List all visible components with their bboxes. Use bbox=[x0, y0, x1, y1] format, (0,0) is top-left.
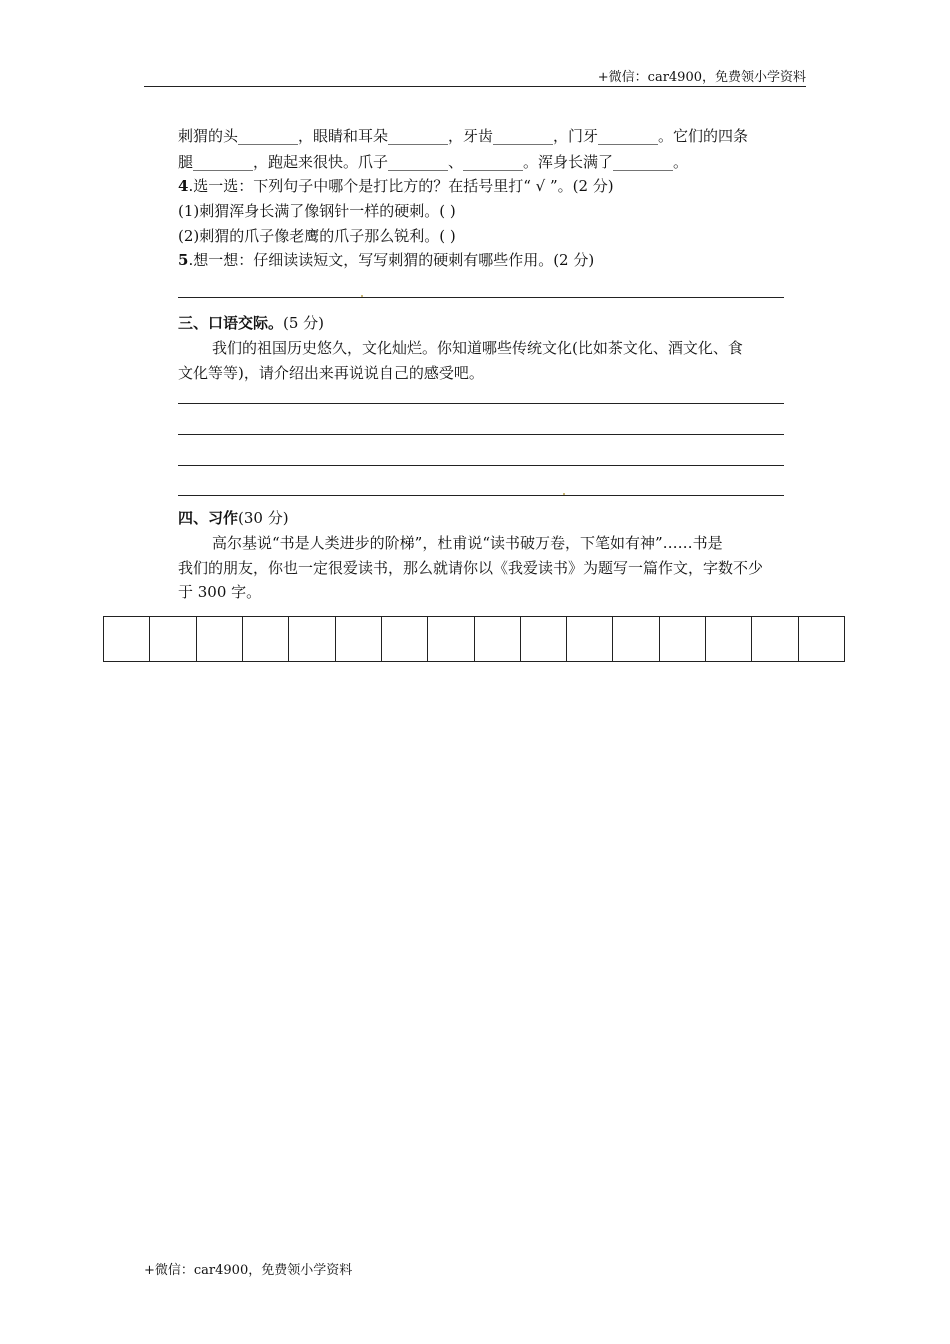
section-4-title: 四、习作 bbox=[178, 509, 239, 527]
question-4-prompt: .选一选：下列句子中哪个是打比方的？在括号里打“ √ ”。(2 分) bbox=[188, 177, 614, 195]
question-4-option-2: (2)刺猬的爪子像老鹰的爪子那么锐利。( ) bbox=[178, 227, 456, 245]
answer-line-s3-3[interactable] bbox=[178, 465, 784, 466]
answer-line-s3-2[interactable] bbox=[178, 434, 784, 435]
question-4-number: 4 bbox=[178, 177, 189, 195]
section-3-score: (5 分) bbox=[283, 314, 325, 332]
writing-grid-cell[interactable] bbox=[475, 617, 521, 661]
scan-speck bbox=[361, 295, 363, 297]
writing-grid-cell[interactable] bbox=[336, 617, 382, 661]
writing-grid-cell[interactable] bbox=[567, 617, 613, 661]
writing-grid-cell[interactable] bbox=[289, 617, 335, 661]
section-3-paragraph-line-2: 文化等等)，请介绍出来再说说自己的感受吧。 bbox=[178, 364, 484, 382]
question-4 bbox=[178, 176, 614, 196]
writing-grid-cell[interactable] bbox=[104, 617, 150, 661]
writing-grid-cell[interactable] bbox=[150, 617, 196, 661]
answer-line-s3-4[interactable] bbox=[178, 495, 784, 496]
writing-grid-cell[interactable] bbox=[799, 617, 844, 661]
section-3-paragraph-line-1: 我们的祖国历史悠久，文化灿烂。你知道哪些传统文化(比如茶文化、酒文化、食 bbox=[212, 339, 743, 357]
section-4-score: (30 分) bbox=[238, 509, 289, 527]
writing-grid-cell[interactable] bbox=[660, 617, 706, 661]
header-rule bbox=[144, 86, 806, 87]
writing-grid-cell[interactable] bbox=[613, 617, 659, 661]
writing-grid-cell[interactable] bbox=[706, 617, 752, 661]
section-3-heading bbox=[178, 313, 324, 333]
fill-line-1: 刺猬的头________，眼睛和耳朵________，牙齿________，门牙________。它们的四条 bbox=[178, 127, 749, 145]
writing-grid-cell[interactable] bbox=[752, 617, 798, 661]
question-5-number: 5 bbox=[178, 251, 189, 269]
writing-grid-row[interactable] bbox=[103, 616, 845, 662]
section-3-title: 三、口语交际。 bbox=[178, 314, 284, 332]
writing-grid-cell[interactable] bbox=[382, 617, 428, 661]
writing-grid-cell[interactable] bbox=[428, 617, 474, 661]
writing-grid-cell[interactable] bbox=[521, 617, 567, 661]
answer-line-q5[interactable] bbox=[178, 297, 784, 298]
fill-line-2: 腿________，跑起来很快。爪子________、________。浑身长满了________。 bbox=[178, 153, 689, 171]
section-4-heading bbox=[178, 508, 289, 528]
answer-line-s3-1[interactable] bbox=[178, 403, 784, 404]
header-watermark: +微信：car4900，免费领小学资料 bbox=[597, 70, 806, 85]
footer-watermark: +微信：car4900，免费领小学资料 bbox=[144, 1263, 353, 1278]
writing-grid-cell[interactable] bbox=[197, 617, 243, 661]
question-5-prompt: .想一想：仔细读读短文，写写刺猬的硬刺有哪些作用。(2 分) bbox=[188, 251, 595, 269]
section-4-paragraph-line-2: 我们的朋友，你也一定很爱读书，那么就请你以《我爱读书》为题写一篇作文，字数不少 bbox=[178, 559, 764, 577]
question-5 bbox=[178, 250, 594, 270]
section-4-paragraph-line-3: 于 300 字。 bbox=[178, 583, 262, 601]
section-4-paragraph-line-1: 高尔基说“书是人类进步的阶梯”，杜甫说“读书破万卷，下笔如有神”……书是 bbox=[212, 534, 723, 552]
writing-grid-cell[interactable] bbox=[243, 617, 289, 661]
question-4-option-1: (1)刺猬浑身长满了像钢针一样的硬刺。( ) bbox=[178, 202, 456, 220]
scan-speck bbox=[563, 493, 565, 495]
